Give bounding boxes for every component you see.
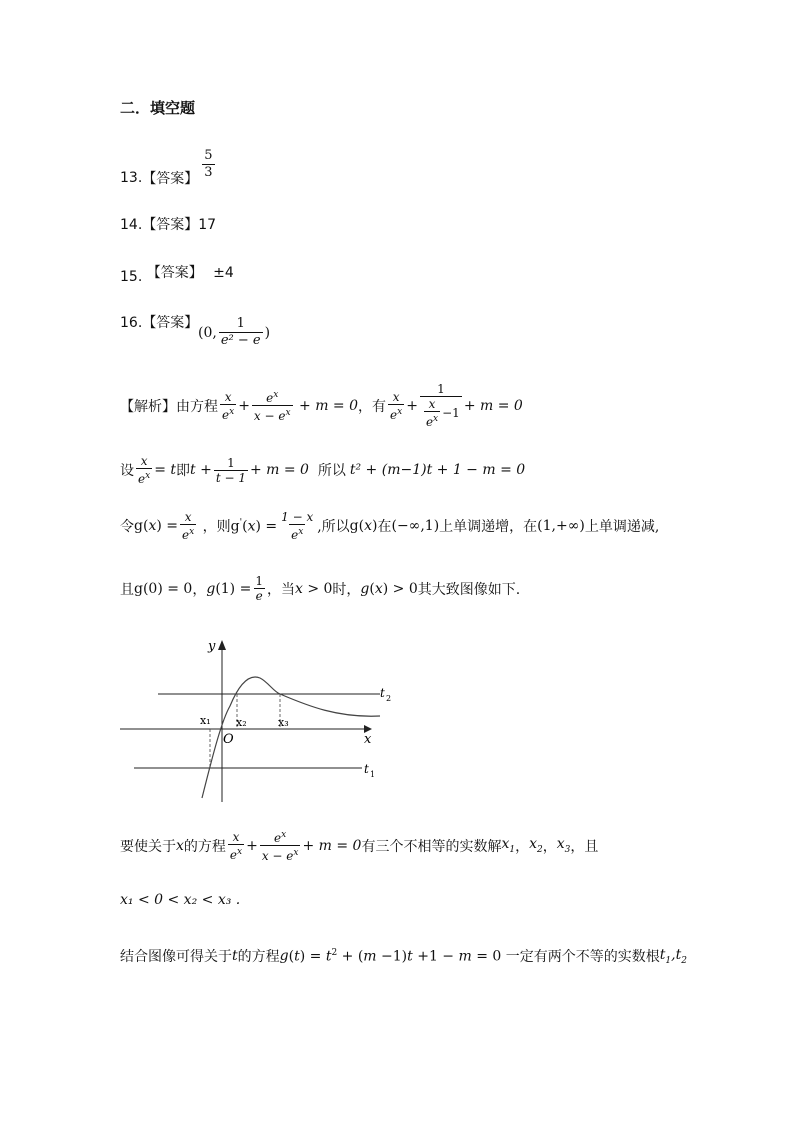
answer-16-value <box>198 316 270 349</box>
analysis-line4-c: ，当 <box>266 581 295 598</box>
analysis-line5-d: 且 <box>584 838 599 855</box>
answer-16-numerator: 1 <box>236 316 245 331</box>
answer-13 <box>120 140 217 188</box>
analysis-line5-c: 有三个不相等的实数解 <box>361 838 502 855</box>
answer-15-value: ±4 <box>213 265 234 281</box>
answer-16-denominator: e² − e <box>220 333 261 348</box>
analysis-line4-b: ， <box>192 581 207 598</box>
analysis-line-1: 【解析】 由方程 $\frac{x}{e^x}$ + $\frac{e^x}{x - e^x}$ + m = 0 ，有 $\frac{x}{e^x}$ + 1 $\frac{x}{e^x}$ −1 + m = 0 <box>120 382 523 429</box>
label-t1-sub: 1 <box>370 770 376 779</box>
answer-13-denominator: 3 <box>204 164 213 180</box>
frac-x-over-ex-3: $\frac{x}{e^x}$ <box>138 454 151 486</box>
y-axis-arrow <box>218 640 226 650</box>
frac-g-def: $\frac{x}{e^x}$ <box>182 510 195 542</box>
label-origin: O <box>223 732 234 747</box>
frac-nested: 1 $\frac{x}{e^x}$ −1 <box>420 382 462 429</box>
analysis-line3-d: 在 <box>377 519 392 535</box>
analysis-line7-c: 一定有两个不等的实数根 <box>505 949 660 965</box>
label-x3: x₃ <box>278 716 289 729</box>
analysis-line3-a: 令 <box>120 519 134 535</box>
answer-14-value: 17 <box>198 217 217 233</box>
analysis-line3-f: 上单调递减, <box>584 519 660 535</box>
analysis-line-7: 结合图像可得关于 t 的方程 g $(t) = t^2 + (m -1)t +1 - m = 0$ 一定有两个不等的实数根 $t_1,t_2$ <box>120 946 687 966</box>
analysis-line4-d: 时， <box>332 581 361 598</box>
analysis-line1-b: ，有 <box>358 398 387 415</box>
answer-16-prefix: (0, <box>198 324 217 341</box>
analysis-line4-a: 且 <box>120 581 134 598</box>
answer-14-number: 14. <box>120 217 143 233</box>
answer-16-tag: 【答案】 <box>142 315 199 331</box>
frac-x-over-ex-4: $\frac{x}{e^x}$ <box>229 829 243 862</box>
answer-14-tag: 【答案】 <box>142 217 199 233</box>
analysis-line3-c: ,所以 <box>317 519 350 535</box>
section-title: 二．填空题 <box>120 99 196 117</box>
answer-13-fraction <box>202 148 214 181</box>
answer-13-tag: 【答案】 <box>142 171 199 187</box>
function-graph <box>118 630 408 810</box>
analysis-line5-b: 的方程 <box>183 838 226 855</box>
label-t1: t <box>364 762 369 776</box>
analysis-line-3: 令 g(x) = $\frac{x}{e^x}$ ，则 g'(x) = $\frac{1 - x}{e^x}$ ,所以 g(x) 在 (−∞,1) 上单调递增，在 (1,+∞) 上单调递减, <box>120 510 660 542</box>
label-y: y <box>208 639 216 654</box>
frac-1-over-e: $\frac{1}{e}$ <box>255 574 263 603</box>
analysis-line3-b: ，则 <box>202 519 231 535</box>
analysis-line5-a: 要使关于 <box>120 838 176 855</box>
analysis-line-5: 要使关于 x 的方程 $\frac{x}{e^x}$ + $\frac{e^x}{x - e^x}$ + m = 0 有三个不相等的实数解 $x_1$ ， $x_2$ ， $x_3$ ， 且 <box>120 829 599 863</box>
frac-ex-over-x-minus-ex-2: $\frac{e^x}{x - e^x}$ <box>261 830 299 863</box>
label-t2-sub: 2 <box>386 694 392 703</box>
frac-ex-over-x-minus-ex: $\frac{e^x}{x - e^x}$ <box>253 390 291 423</box>
analysis-line7-a: 结合图像可得关于 <box>120 949 232 965</box>
answer-16-fraction <box>219 316 263 349</box>
analysis-line-4: 且 g(0) = 0 ， g (1) = $\frac{1}{e}$ ，当 x > 0 时， g (x) > 0 其大致图像如下. <box>120 574 521 603</box>
answer-14 <box>120 214 216 234</box>
analysis-line2-expr: t² + (m−1)t + 1 − m = 0 <box>349 462 526 478</box>
analysis-line2-a: 设 <box>120 463 134 479</box>
analysis-tag: 【解析】 <box>120 398 176 415</box>
label-x2: x₂ <box>236 716 247 729</box>
answer-15-number: 15. <box>120 269 143 285</box>
analysis-line2-c: 所以 <box>317 463 346 479</box>
label-t2: t <box>380 686 385 700</box>
frac-g-prime: $\frac{1 - x}{e^x}$ <box>281 510 314 542</box>
analysis-line4-e: 其大致图像如下. <box>417 581 521 598</box>
label-x1: x₁ <box>200 714 211 727</box>
frac-x-over-ex-2: $\frac{x}{e^x}$ <box>390 389 403 422</box>
answer-13-numerator: 5 <box>204 147 213 163</box>
analysis-line2-b: 即 <box>176 463 190 479</box>
answer-16 <box>120 312 198 332</box>
answer-13-number: 13. <box>120 170 143 186</box>
answer-16-number: 16. <box>120 315 143 331</box>
answer-15-tag: 【答案】 <box>146 265 203 281</box>
frac-1-over-t-1: $\frac{1}{t - 1}$ <box>215 455 246 485</box>
frac-x-over-ex: $\frac{x}{e^x}$ <box>222 389 235 422</box>
analysis-line1-a: 由方程 <box>176 398 218 415</box>
answer-15 <box>120 262 234 285</box>
analysis-line7-b: 的方程 <box>237 949 280 965</box>
answer-16-suffix: ) <box>264 324 271 341</box>
analysis-line3-e: 上单调递增，在 <box>439 519 538 535</box>
analysis-line-6: x₁ < 0 < x₂ < x₃ . <box>120 892 241 908</box>
label-x: x <box>364 732 372 747</box>
analysis-line-2: 设 $\frac{x}{e^x}$ = t 即 t + $\frac{1}{t - 1}$ + m = 0 所以 t² + (m−1)t + 1 − m = 0 <box>120 454 526 486</box>
